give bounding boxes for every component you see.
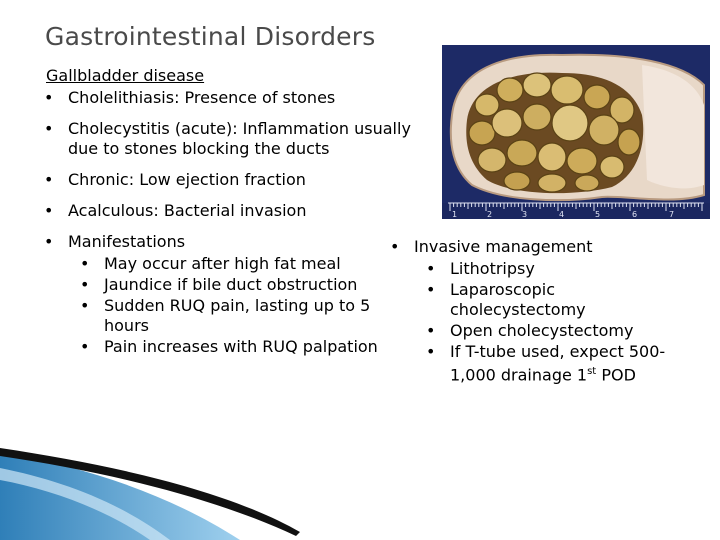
ruler-number: 6 <box>632 210 638 219</box>
bullet-icon: • <box>80 275 90 294</box>
ruler-number: 1 <box>452 210 458 219</box>
gallbladder-specimen-image <box>442 45 710 219</box>
ruler-number: 2 <box>487 210 493 219</box>
list-item: • Acalculous: Bacterial invasion <box>44 201 307 220</box>
bullet-icon: • <box>426 321 436 340</box>
gallstones-photo <box>442 45 710 219</box>
bullet-icon: • <box>44 170 54 189</box>
section-heading: Gallbladder disease <box>46 66 205 85</box>
slide-title: Gastrointestinal Disorders <box>45 22 376 51</box>
sub-list-item: • If T-tube used, expect 500-1,000 drainage 1st POD <box>426 342 666 385</box>
bullet-icon: • <box>80 337 90 356</box>
bullet-icon: • <box>80 254 90 273</box>
bullet-icon: • <box>426 259 436 278</box>
ruler-number: 3 <box>522 210 528 219</box>
list-item: • Chronic: Low ejection fraction <box>44 170 306 189</box>
ruler-number: 4 <box>559 210 565 219</box>
manifestations-sublist <box>80 254 428 357</box>
bullet-icon: • <box>426 342 436 361</box>
sub-list-item: • Laparoscopic cholecystectomy <box>426 280 586 319</box>
bullet-icon: • <box>44 119 54 138</box>
sub-list-item: • Pain increases with RUQ palpation <box>80 337 378 356</box>
list-item: • Invasive management • Lithotripsy • Laparoscopic cholecystectomy • Open cholecystectomy • If T-tube used, expect 500-1,000 drainage 1st POD <box>414 237 704 385</box>
left-bullet-list <box>44 88 428 358</box>
invasive-management-sublist <box>426 259 704 385</box>
ruler-number: 5 <box>595 210 601 219</box>
sub-list-item: • Sudden RUQ pain, lasting up to 5 hours <box>80 296 371 335</box>
list-item: • Cholecystitis (acute): Inflammation usually due to stones blocking the ducts <box>44 119 411 158</box>
list-item: • Cholelithiasis: Presence of stones <box>44 88 336 107</box>
right-bullet-list <box>390 237 704 386</box>
bullet-icon: • <box>390 237 400 256</box>
bullet-icon: • <box>44 232 54 251</box>
sub-list-item: • Lithotripsy <box>426 259 535 278</box>
sub-list-item: • Jaundice if bile duct obstruction <box>80 275 358 294</box>
list-item: • Manifestations • May occur after high fat meal • Jaundice if bile duct obstruction • Sudden RUQ pain, lasting up to 5 hours • Pain increases with RUQ palpation <box>68 232 428 357</box>
bullet-icon: • <box>44 201 54 220</box>
bullet-icon: • <box>44 88 54 107</box>
ruler-number: 7 <box>669 210 675 219</box>
sub-list-item: • May occur after high fat meal <box>80 254 341 273</box>
decorative-swoosh <box>0 440 720 540</box>
bullet-icon: • <box>426 280 436 299</box>
bullet-icon: • <box>80 296 90 315</box>
sub-list-item: • Open cholecystectomy <box>426 321 634 340</box>
